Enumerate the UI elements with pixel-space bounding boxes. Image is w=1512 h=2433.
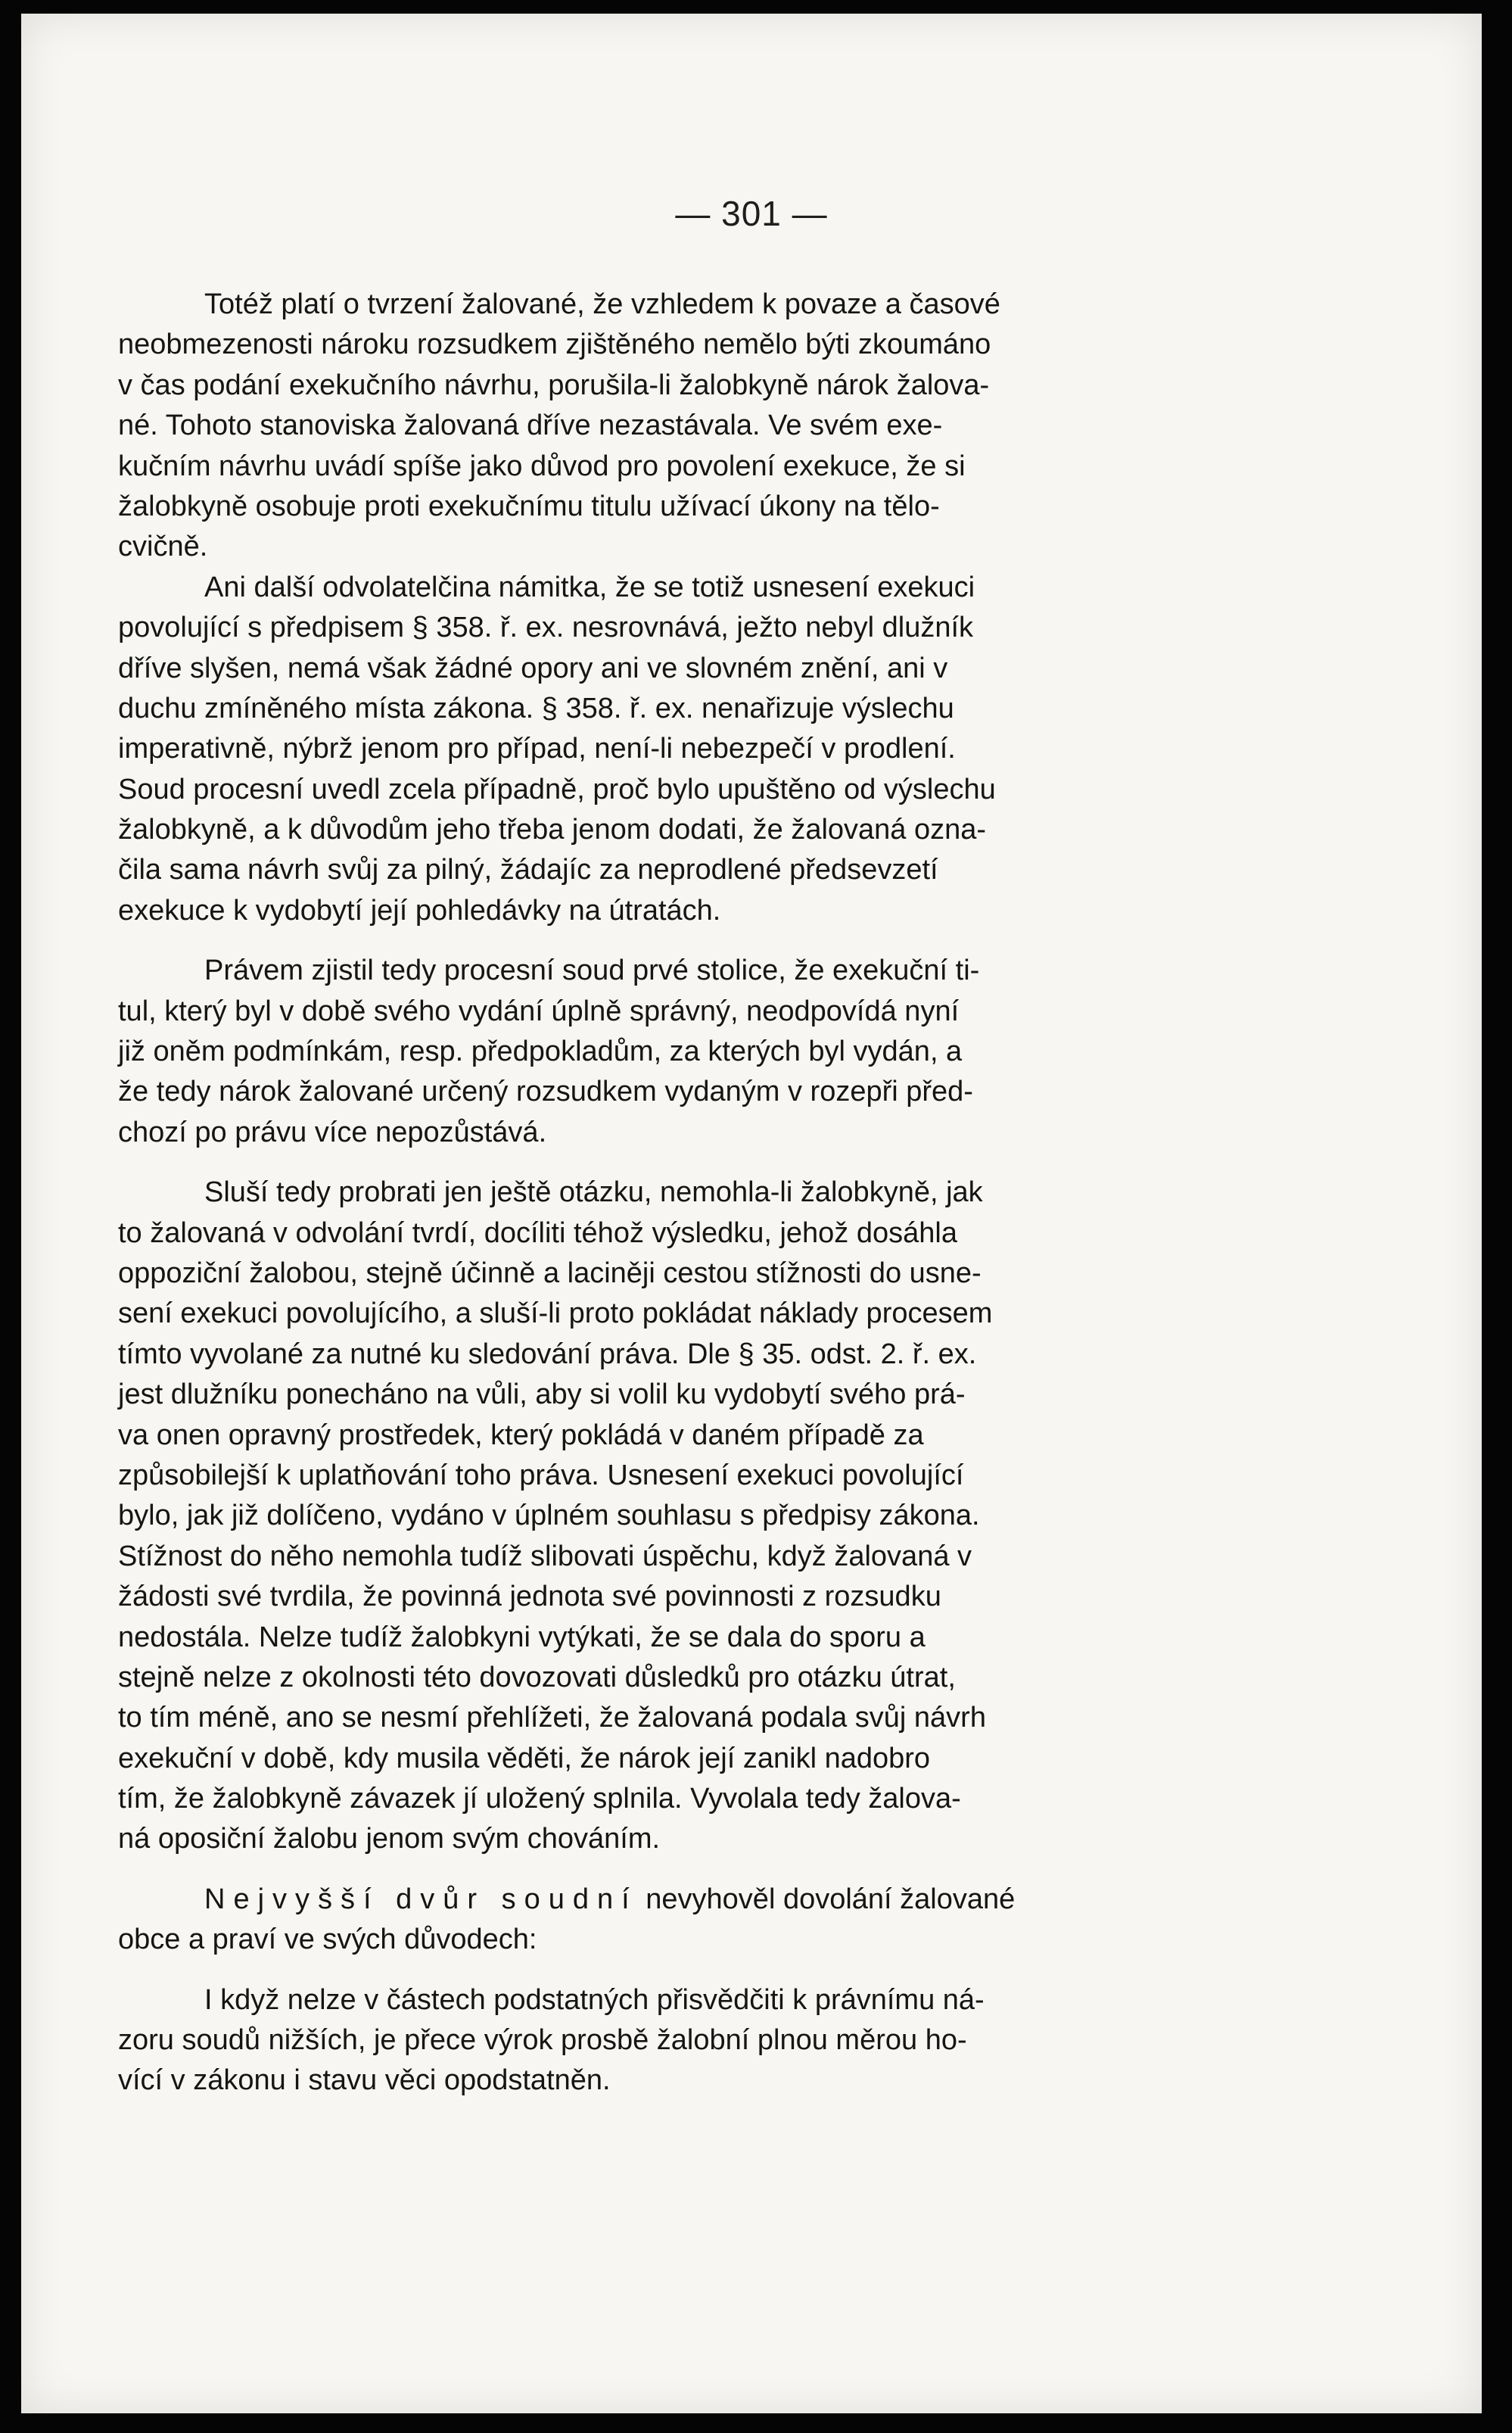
- text-line: Sluší tedy probrati jen ještě otázku, nemohla-li žalobkyně, jak: [204, 1176, 983, 1209]
- text-line: stejně nelze z okolnosti této dovozovati důsledků pro otázku útrat,: [118, 1661, 956, 1693]
- page-number: — 301 —: [675, 194, 828, 233]
- paragraph: [118, 1173, 1290, 1860]
- text-line: vící v zákonu i stavu věci opodstatněn.: [118, 2064, 611, 2097]
- text-line: žalobkyně osobuje proti exekučnímu titulu užívací úkony na tělo-: [118, 490, 940, 522]
- text-line: již oněm podmínkám, resp. předpokladům, za kterých byl vydán, a: [118, 1036, 963, 1068]
- paragraph-gap: [118, 1860, 1290, 1880]
- paragraph: [118, 285, 1290, 568]
- text-line: tímto vyvolané za nutné ku sledování práva. Dle § 35. odst. 2. ř. ex.: [118, 1338, 977, 1370]
- text-line: duchu zmíněného místa zákona. § 358. ř. ex. nenařizuje výslechu: [118, 692, 954, 724]
- text-line: sení exekuci povolujícího, a sluší-li proto pokládat náklady procesem: [118, 1297, 993, 1330]
- text-line: že tedy nárok žalované určený rozsudkem vydaným v rozepři před-: [118, 1076, 973, 1108]
- document-page: [21, 14, 1482, 2413]
- text-line: jest dlužníku ponecháno na vůli, aby si volil ku vydobytí svého prá-: [118, 1378, 966, 1411]
- text-line: způsobilejší k uplatňování toho práva. Usnesení exekuci povolující: [118, 1459, 964, 1491]
- paragraph: [118, 1980, 1290, 2101]
- paragraph-gap: [118, 931, 1290, 951]
- text-line: chozí po právu více nepozůstává.: [118, 1116, 547, 1148]
- text-line: tím, že žalobkyně závazek jí uložený splnila. Vyvolala tedy žalova-: [118, 1783, 961, 1815]
- text-line: zoru soudů nižších, je přece výrok prosbě žalobní plnou měrou ho-: [118, 2024, 967, 2057]
- text-line: exekuce k vydobytí její pohledávky na útratách.: [118, 894, 721, 927]
- body-text: [118, 285, 1290, 2101]
- text-line: žalobkyně, a k důvodům jeho třeba jenom dodati, že žalovaná ozna-: [118, 814, 987, 846]
- text-line: tul, který byl v době svého vydání úplně správný, neodpovídá nyní: [118, 995, 960, 1027]
- paragraph-gap: [118, 1153, 1290, 1173]
- text-line: Právem zjistil tedy procesní soud prvé stolice, že exekuční ti-: [204, 955, 980, 987]
- text-line: obce a praví ve svých důvodech:: [118, 1924, 537, 1956]
- text-line: to tím méně, ano se nesmí přehlížeti, že žalovaná podala svůj návrh: [118, 1702, 986, 1734]
- text-line: nedostála. Nelze tudíž žalobkyni vytýkati, že se dala do sporu a: [118, 1621, 926, 1653]
- text-line: bylo, jak již dolíčeno, vydáno v úplném souhlasu s předpisy zákona.: [118, 1500, 980, 1532]
- text-line: oppoziční žalobou, stejně účinně a laciněji cestou stížnosti do usne-: [118, 1257, 982, 1289]
- text-line: I když nelze v částech podstatných přisvědčiti k právnímu ná-: [204, 1983, 985, 2016]
- text-line: imperativně, nýbrž jenom pro případ, není-li nebezpečí v prodlení.: [118, 733, 956, 765]
- text-line: Stížnost do něho nemohla tudíž slibovati úspěchu, když žalovaná v: [118, 1540, 972, 1572]
- text-line: cvičně.: [118, 531, 208, 563]
- court-name-spaced: Nejvyšší dvůr soudní: [204, 1883, 638, 1915]
- text-line-rest: nevyhověl dovolání žalované: [637, 1883, 1016, 1915]
- paragraph: [118, 951, 1290, 1153]
- text-line: Totéž platí o tvrzení žalované, že vzhledem k povaze a časové: [204, 288, 1000, 320]
- text-line: to žalovaná v odvolání tvrdí, docíliti téhož výsledku, jehož dosáhla: [118, 1216, 957, 1249]
- text-line: čila sama návrh svůj za pilný, žádajíc za neprodlené předsevzetí: [118, 854, 938, 886]
- paragraph-gap: [118, 1961, 1290, 1980]
- text-line: dříve slyšen, nemá však žádné opory ani ve slovném znění, ani v: [118, 652, 948, 684]
- text-line: Ani další odvolatelčina námitka, že se totiž usnesení exekuci: [204, 571, 975, 603]
- paragraph: [118, 1880, 1290, 1961]
- paragraph: [118, 568, 1290, 932]
- text-line: v čas podání exekučního návrhu, porušila-li žalobkyně nárok žalova-: [118, 369, 990, 401]
- text-line: neobmezenosti nároku rozsudkem zjištěného nemělo býti zkoumáno: [118, 329, 991, 361]
- text-line: va onen opravný prostředek, který pokládá v daném případě za: [118, 1419, 924, 1451]
- text-line: kučním návrhu uvádí spíše jako důvod pro povolení exekuce, že si: [118, 450, 966, 482]
- text-line: [118, 1880, 1290, 1920]
- text-line: povolující s předpisem § 358. ř. ex. nesrovnává, ježto nebyl dlužník: [118, 612, 974, 644]
- text-line: Soud procesní uvedl zcela případně, proč bylo upuštěno od výslechu: [118, 773, 996, 805]
- text-line: žádosti své tvrdila, že povinná jednota své povinnosti z rozsudku: [118, 1581, 941, 1613]
- text-line: exekuční v době, kdy musila věděti, že nárok její zanikl nadobro: [118, 1742, 931, 1774]
- text-line: né. Tohoto stanoviska žalovaná dříve nezastávala. Ve svém exe-: [118, 410, 943, 442]
- text-line: ná oposiční žalobu jenom svým chováním.: [118, 1823, 661, 1855]
